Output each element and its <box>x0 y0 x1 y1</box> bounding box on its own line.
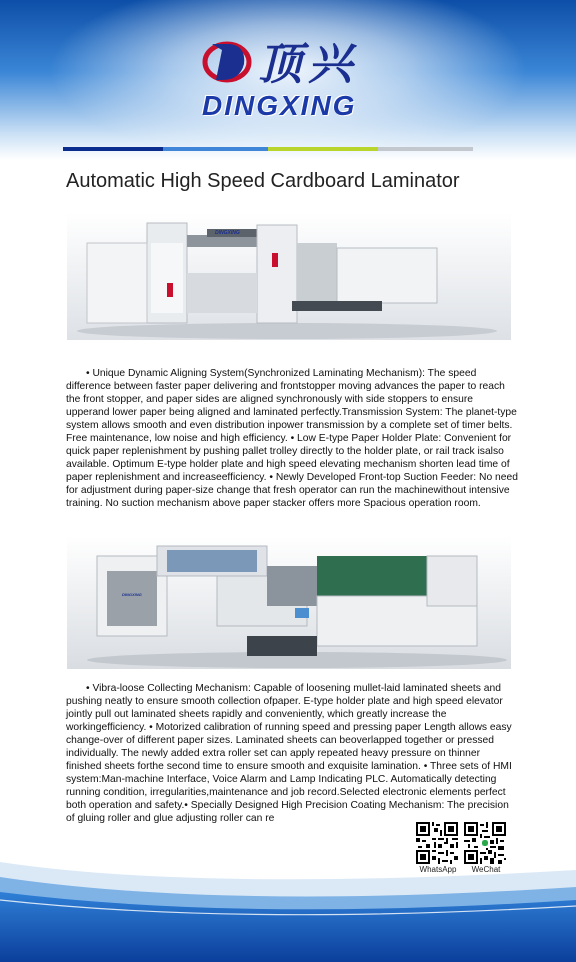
feature-paragraph-1: • Unique Dynamic Aligning System(Synchronized Laminating Mechanism): The speed difference between faster paper delivering and frontstopper moving advances the paper to reach the front stopper, and paper sides are aligned synchronously with side stoppers to ensure upperand lower paper being aligned and laminated perfectly.Transmission System: The planet-type system allows smooth and even distribution inpower transmission by a complete set of timer belts. Free maintenance, low noise and high efficiency. • Low E-type Paper Holder Plate: Convenient for quick paper replenishment by pushing pallet trolley directly to the holder plate, or rail track isalso available. Optimum E-type holder plate and high speed elevating mechanism shorten lead time of paper replenishment and increaseefficiency. • Newly Developed Front-top Suction Feeder: No need for adjustment during paper-size change that fresh operator can run the machinewithout intensive training. No suction mechanism above paper stacker offers more Spacious operation room. <box>66 368 518 509</box>
machine-brand-label-top: DINGXING <box>215 230 240 236</box>
whatsapp-label: WhatsApp <box>419 865 457 874</box>
stripe-dark-blue <box>63 147 163 151</box>
stripe-blue <box>163 147 268 151</box>
logo-mark-icon <box>200 34 254 88</box>
logo-english-name: DINGXING <box>202 90 357 121</box>
page-title: Automatic High Speed Cardboard Laminator <box>66 170 460 192</box>
brand-logo <box>200 28 400 128</box>
footer-wave <box>0 862 576 962</box>
qr-code-icon[interactable] <box>416 822 458 864</box>
stripe-green <box>268 147 378 151</box>
qr-code-icon[interactable] <box>464 822 506 864</box>
wechat-label: WeChat <box>471 865 501 874</box>
logo-chinese-name: 顶兴 <box>258 39 358 90</box>
machine-brand-label-side: DINGXING <box>122 592 142 597</box>
machine-photo-side <box>67 536 511 669</box>
machine-photo-front <box>67 213 511 340</box>
stripe-gray <box>378 147 473 151</box>
feature-paragraph-2: • Vibra-loose Collecting Mechanism: Capable of loosening mullet-laid laminated sheets and pushing neatly to ensure smooth collection ofpaper. E-type holder plate and high speed elevator jointly pull out laminated sheets rapidly and conveniently, which greatly increase the workingefficiency. • Motorized calibration of running speed and pressing paper Length allows easy change-over of different paper sizes. Laminated sheets can beoverlapped together or pressed individually. The newly added extra roller set can apply repeated heavy pressure on thinner finished sheets forthe second time to ensure smooth and exquisite lamination. • Three sets of HMI system:Man-machine Interface, Voice Alarm and Lamp Indicating PLC. Automatically detecting running condition, irregularities,maintenance and job record.Selected electronic elements perfect both operation and safety.• Specially Designed High Precision Coating Mechanism: The precision of gluing roller and glue adjusting roller can re <box>66 683 512 824</box>
header-banner <box>0 0 576 160</box>
